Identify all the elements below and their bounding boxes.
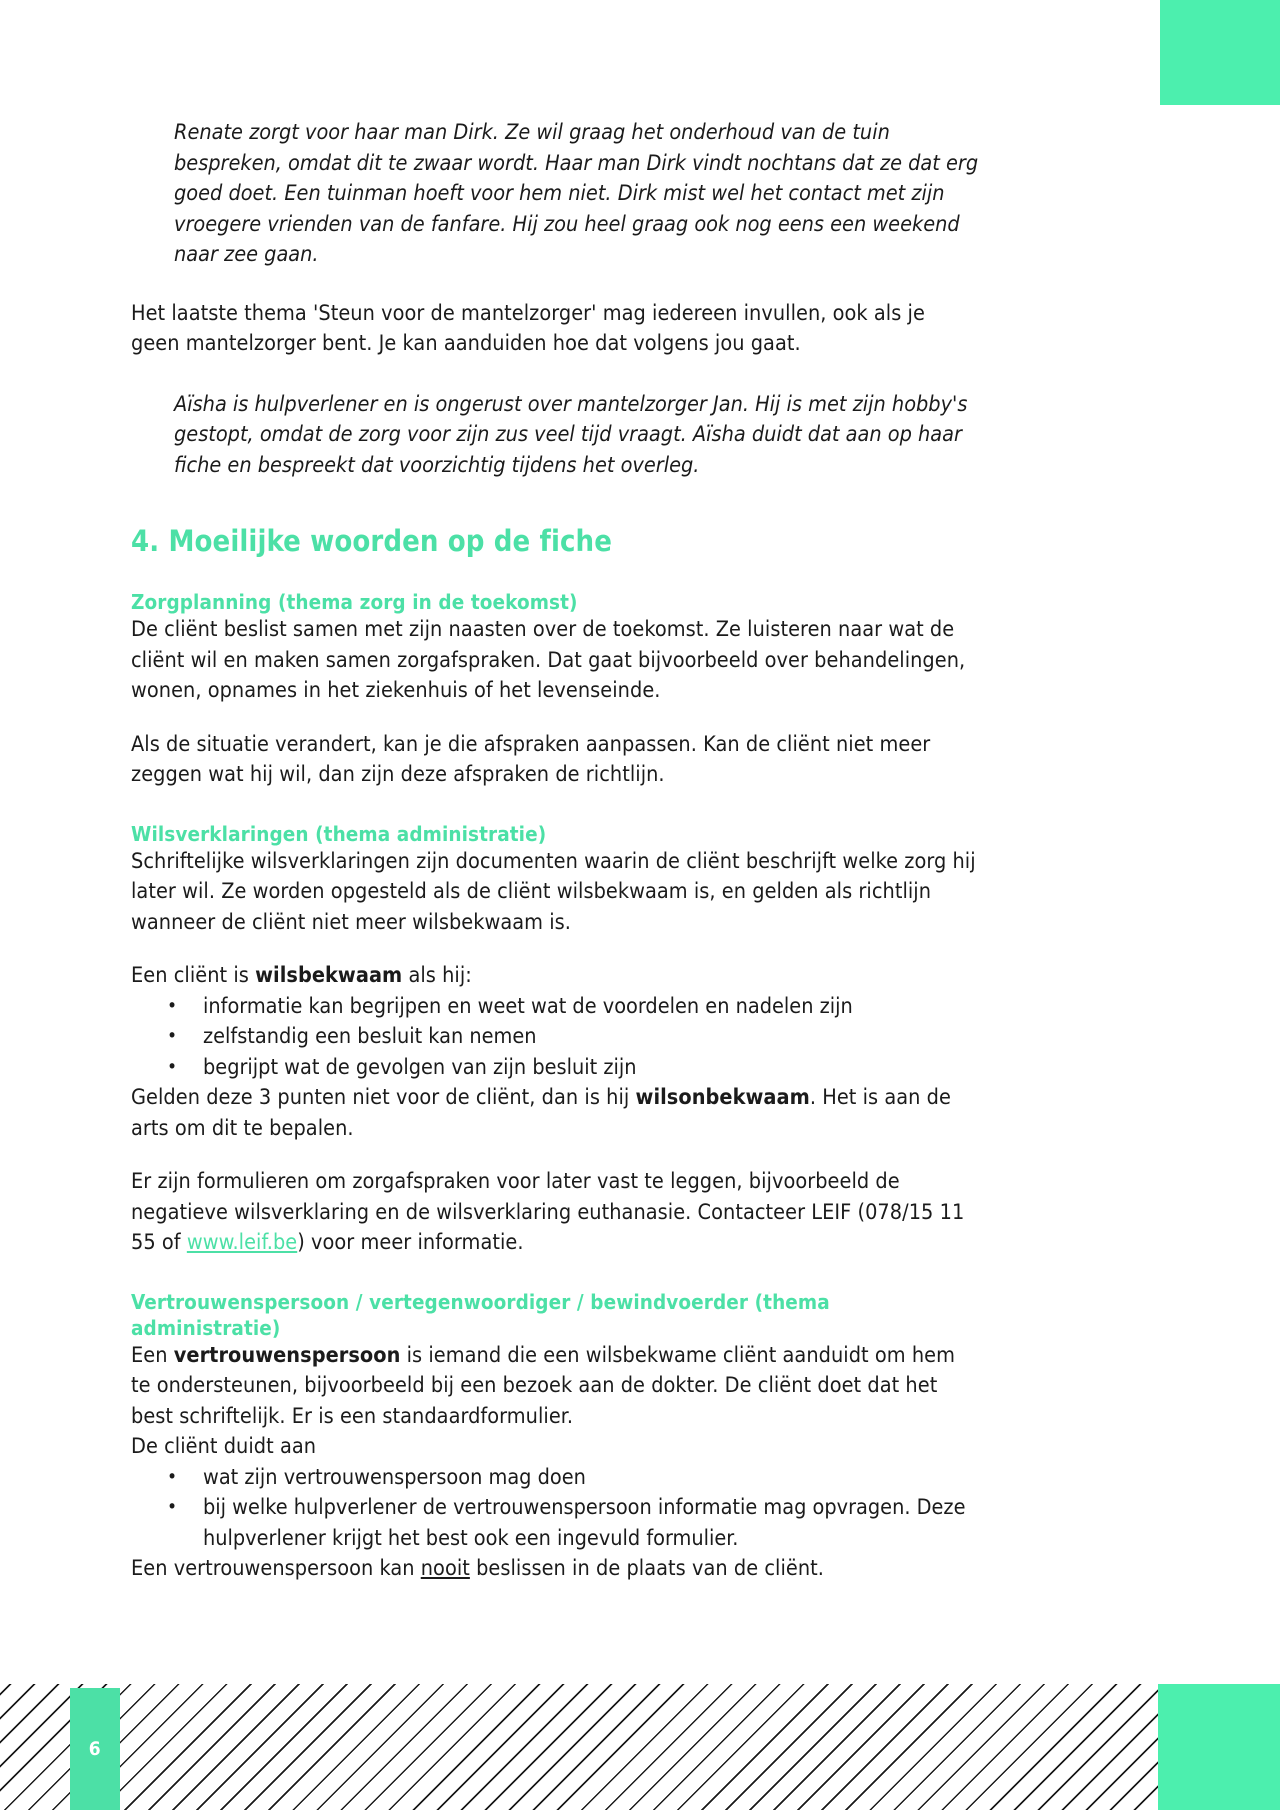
spacer (131, 559, 979, 589)
forms-paragraph-pre: Er zijn formulieren om zorgafspraken voor later vast te leggen, bijvoorbeeld de negatieve wilsverklaring en de wilsverklaring euthanasie. Contacteer LEIF (078/15 11 55 of (131, 1169, 965, 1255)
after-bullets-pre: Gelden deze 3 punten niet voor de cliënt, dan is hij (131, 1085, 636, 1110)
spacer (131, 707, 979, 730)
leif-website-link[interactable]: www.leif.be (186, 1230, 298, 1255)
emphasis-nooit: nooit (420, 1556, 470, 1581)
term-wilsbekwaam: wilsbekwaam (255, 963, 403, 988)
quote-renate: Renate zorgt voor haar man Dirk. Ze wil graag het onderhoud van de tuin bespreken, omdat dit te zwaar wordt. Haar man Dirk vindt nochtans dat ze dat erg goed doet. Een tuinman hoeft voor hem niet. Dirk mist wel het contact met zijn vroegere vrienden van de fanfare. Hij zou heel graag ook nog eens een weekend naar zee gaan. (174, 120, 979, 267)
after-bullets-post: . Het is aan de arts om dit te bepalen. (131, 1085, 951, 1141)
list-item: • wat zijn vertrouwenspersoon mag doen (131, 1463, 979, 1494)
wilsbekwaam-lead-in (131, 961, 979, 992)
closing-post: beslissen in de plaats van de cliënt. (469, 1556, 824, 1581)
accent-block-top-right (1160, 0, 1280, 105)
list-item: • zelfstandig een besluit kan nemen (131, 1022, 979, 1053)
spacer (131, 1259, 979, 1289)
zorgplanning-paragraph-1: De cliënt beslist samen met zijn naasten over de toekomst. Ze luisteren naar wat de cliënt wil en maken samen zorgafspraken. Dat gaat bijvoorbeeld over behandelingen, wonen, opnames in het ziekenhuis of het levenseinde. (131, 617, 966, 703)
wilsonbekwaam-paragraph (131, 1083, 979, 1144)
page-title: 4. Moeilijke woorden op de fiche (131, 524, 613, 558)
page-number-label: 6 (88, 1738, 102, 1760)
hatch-pattern-footer (0, 1684, 1280, 1810)
page-content (131, 118, 979, 1585)
spacer (131, 1144, 979, 1167)
list-item: • informatie kan begrijpen en weet wat de voordelen en nadelen zijn (131, 992, 979, 1023)
quote-aisha: Aïsha is hulpverlener en is ongerust over mantelzorger Jan. Hij is met zijn hobby's gestopt, omdat de zorg voor zijn zus veel tijd vraagt. Aïsha duidt dat aan op haar fiche en bespreekt dat voorzichtig tijdens het overleg. (174, 391, 968, 478)
spacer (131, 791, 979, 821)
lead-in-post: als hij: (402, 963, 472, 988)
forms-paragraph-post: ) voor meer informatie. (297, 1230, 524, 1255)
lead-in-pre: Een cliënt is (131, 963, 256, 988)
wilsverklaringen-paragraph-1: Schriftelijke wilsverklaringen zijn documenten waarin de cliënt beschrijft welke zorg hij later wil. Ze worden opgesteld als de cliënt wilsbekwaam is, en gelden als richtlijn wanneer de cliënt niet meer wilsbekwaam is. (131, 848, 976, 935)
accent-block-bottom-right (1158, 1684, 1280, 1810)
heading-vertrouwenspersoon: Vertrouwenspersoon / vertegenwoordiger / bewindvoerder (thema administratie) (131, 1289, 830, 1340)
heading-zorgplanning: Zorgplanning (thema zorg in de toekomst) (131, 590, 578, 614)
vp-paragraph-post: is iemand die een wilsbekwame cliënt aanduidt om hem te ondersteunen, bijvoorbeeld bij een bezoek aan de dokter. De cliënt doet dat het best schriftelijk. Er is een standaardformulier. (131, 1342, 955, 1429)
wilsbekwaam-criteria-list (131, 992, 979, 1084)
list-item: • bij welke hulpverlener de vertrouwenspersoon informatie mag opvragen. Deze hulpverlener krijgt het best ook een ingevuld formulier. (131, 1493, 979, 1554)
vertrouwenspersoon-closing (131, 1554, 979, 1585)
leif-forms-paragraph (131, 1167, 979, 1259)
paragraph-steun-mantelzorger: Het laatste thema 'Steun voor de mantelzorger' mag iedereen invullen, ook als je geen mantelzorger bent. Je kan aanduiden hoe dat volgens jou gaat. (131, 300, 925, 356)
spacer (131, 360, 979, 390)
spacer (131, 938, 979, 961)
closing-pre: Een vertrouwenspersoon kan (131, 1556, 421, 1581)
vertrouwenspersoon-lead-in: De cliënt duidt aan (131, 1434, 317, 1459)
vertrouwenspersoon-paragraph-1 (131, 1341, 979, 1433)
spacer (131, 481, 979, 523)
vp-paragraph-pre: Een (131, 1342, 174, 1368)
heading-wilsverklaringen: Wilsverklaringen (thema administratie) (131, 821, 547, 846)
list-item: • begrijpt wat de gevolgen van zijn besluit zijn (131, 1053, 979, 1084)
zorgplanning-paragraph-2: Als de situatie verandert, kan je die afspraken aanpassen. Kan de cliënt niet meer zeggen wat hij wil, dan zijn deze afspraken de richtlijn. (131, 731, 931, 787)
vertrouwenspersoon-duties-list (131, 1463, 979, 1555)
term-wilsonbekwaam: wilsonbekwaam (635, 1085, 810, 1110)
term-vertrouwenspersoon: vertrouwenspersoon (173, 1342, 401, 1368)
